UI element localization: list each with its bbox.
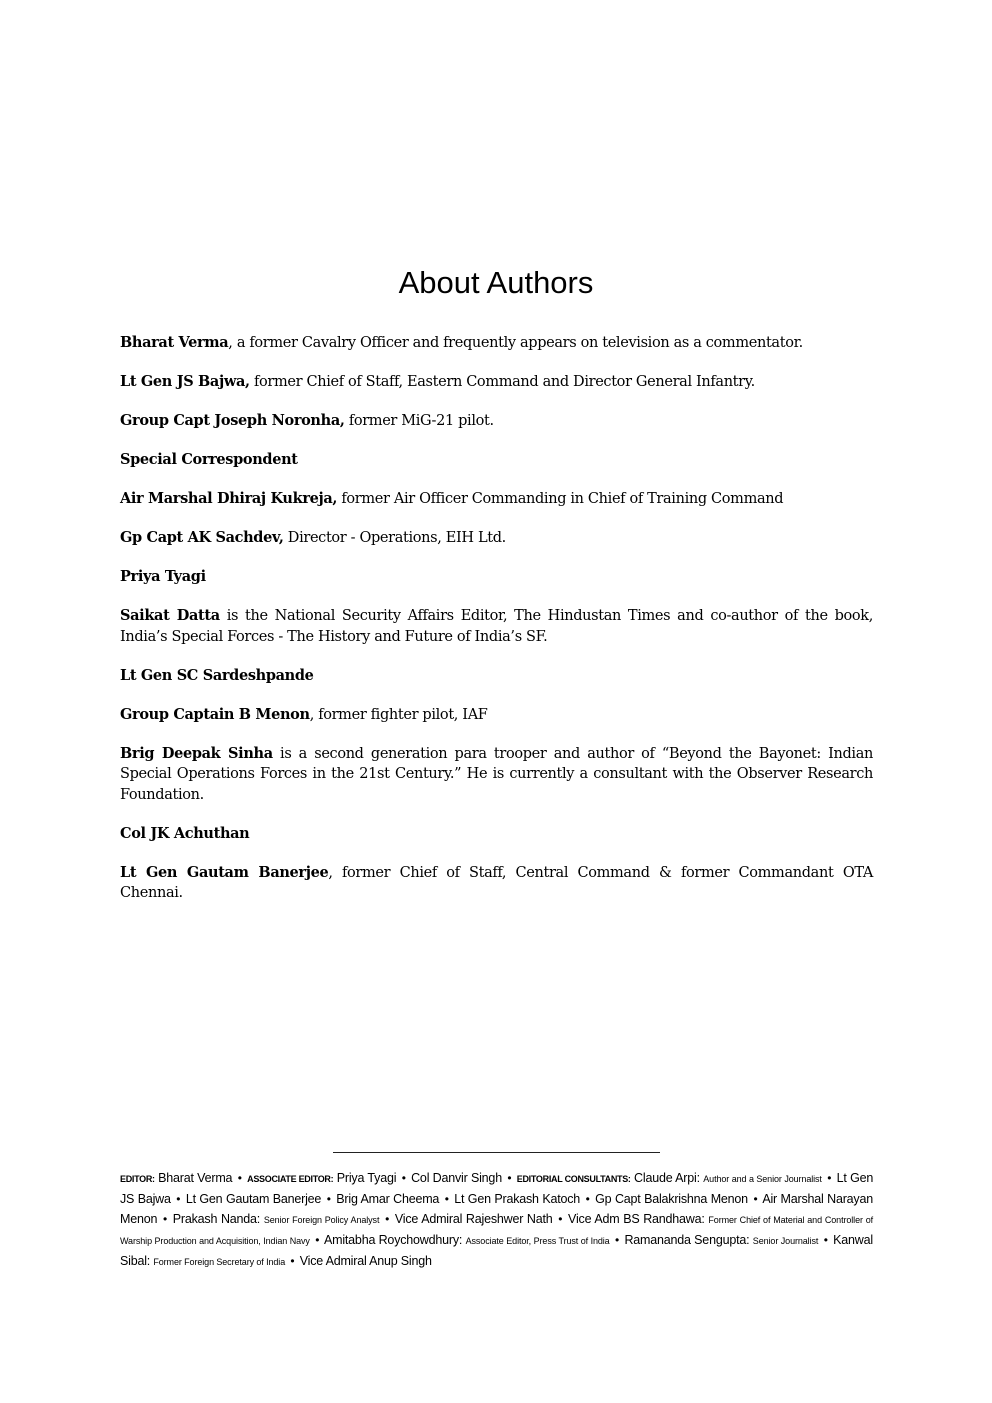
consultant-description: Former Foreign Secretary of India: [153, 1257, 286, 1267]
authors-list: [120, 333, 873, 922]
author-name: Bharat Verma: [120, 334, 229, 351]
editor-name: Bharat Verma: [158, 1171, 233, 1185]
author-name: Brig Deepak Sinha: [120, 744, 273, 762]
associate-editor-name: Col Danvir Singh: [411, 1171, 502, 1185]
author-entry: [120, 606, 873, 647]
author-entry: [120, 744, 873, 806]
author-description: is a second generation para trooper and author of “Beyond the Bayonet: Indian Special Operations Forces in the 21st Century.” He is currently a consultant with the Observer Research Foundation.: [120, 745, 873, 803]
consultant-description: Senior Foreign Policy Analyst: [263, 1215, 380, 1225]
bullet-separator: •: [162, 1212, 167, 1226]
bullet-separator: •: [176, 1192, 181, 1206]
author-entry: [120, 863, 873, 904]
author-entry: [120, 411, 873, 432]
author-name: Priya Tyagi: [120, 568, 206, 585]
footer-divider: [333, 1152, 660, 1153]
author-entry: [120, 450, 873, 471]
author-name: Saikat Datta: [120, 607, 220, 624]
consultant-description: Author and a Senior Journalist: [703, 1174, 822, 1184]
consultant-name: Vice Admiral Rajeshwer Nath: [394, 1212, 553, 1226]
author-name: Lt Gen JS Bajwa,: [120, 373, 250, 390]
bullet-separator: •: [585, 1192, 590, 1206]
author-name: Lt Gen Gautam Banerjee: [120, 863, 329, 881]
bullet-separator: •: [385, 1212, 390, 1226]
consultant-name: Kanwal Sibal:: [120, 1233, 873, 1268]
consultant-name: Prakash Nanda:: [172, 1212, 261, 1226]
consultant-name: Vice Admiral Anup Singh: [299, 1254, 432, 1268]
author-description: former MiG-21 pilot.: [344, 413, 494, 429]
author-description: former Chief of Staff, Eastern Command and Director General Infantry.: [249, 374, 755, 390]
author-name: Gp Capt AK Sachdev,: [120, 529, 284, 546]
author-description: , former fighter pilot, IAF: [309, 706, 488, 723]
author-name: Air Marshal Dhiraj Kukreja,: [120, 490, 338, 507]
author-name: Col JK Achuthan: [120, 824, 250, 842]
author-entry: [120, 567, 873, 588]
bullet-separator: •: [315, 1233, 320, 1247]
consultant-name: Claude Arpi:: [634, 1171, 700, 1185]
consultant-name: Gp Capt Balakrishna Menon: [595, 1192, 748, 1206]
consultant-name: Lt Gen JS Bajwa: [120, 1171, 874, 1206]
consultant-name: Ramananda Sengupta:: [624, 1233, 750, 1247]
editorial-credits: [120, 1168, 873, 1272]
bullet-separator: •: [401, 1171, 406, 1185]
bullet-separator: •: [615, 1233, 620, 1247]
bullet-separator: •: [326, 1192, 331, 1206]
consultant-description: Former Chief of Material and Controller of Warship Production and Acquisition, Indian Navy: [120, 1215, 874, 1246]
author-name: Group Captain B Menon: [120, 705, 310, 723]
author-description: is the National Security Affairs Editor, The Hindustan Times and co-author of the book, India’s Special Forces - The History and Future of India’s SF.: [120, 608, 873, 645]
author-name: Lt Gen SC Sardeshpande: [120, 666, 314, 684]
associate-editor-label: ASSOCIATE EDITOR:: [247, 1174, 334, 1184]
page-title: About Authors: [398, 265, 594, 300]
author-entry: [120, 372, 873, 393]
consultant-name: Lt Gen Prakash Katoch: [454, 1192, 581, 1206]
author-name: Group Capt Joseph Noronha,: [120, 412, 345, 429]
author-description: former Air Officer Commanding in Chief of Training Command: [337, 491, 784, 507]
author-description: , former Chief of Staff, Central Command & former Commandant OTA Chennai.: [120, 864, 874, 901]
consultant-name: Amitabha Roychowdhury:: [323, 1233, 463, 1247]
bullet-separator: •: [558, 1212, 563, 1226]
consultant-name: Lt Gen Gautam Banerjee: [185, 1192, 322, 1206]
author-entry: [120, 824, 873, 845]
bullet-separator: •: [827, 1171, 832, 1185]
author-description: , a former Cavalry Officer and frequently appears on television as a commentator.: [228, 335, 803, 351]
consultant-description: Associate Editor, Press Trust of India: [465, 1236, 610, 1246]
bullet-separator: •: [507, 1171, 512, 1185]
editorial-consultants-label: EDITORIAL CONSULTANTS:: [516, 1174, 631, 1184]
editor-label: EDITOR:: [120, 1174, 155, 1184]
author-description: Director - Operations, EIH Ltd.: [283, 530, 506, 546]
author-entry: [120, 333, 873, 354]
author-name: Special Correspondent: [120, 451, 298, 468]
consultant-description: Senior Journalist: [752, 1236, 819, 1246]
author-entry: [120, 666, 873, 687]
author-entry: [120, 489, 873, 510]
consultant-name: Air Marshal Narayan Menon: [120, 1192, 873, 1226]
consultant-name: Brig Amar Cheema: [336, 1192, 440, 1206]
bullet-separator: •: [823, 1233, 828, 1247]
bullet-separator: •: [290, 1254, 295, 1268]
bullet-separator: •: [753, 1192, 758, 1206]
author-entry: [120, 705, 873, 726]
associate-editor-name: Priya Tyagi: [336, 1171, 397, 1185]
author-entry: [120, 528, 873, 549]
bullet-separator: •: [237, 1171, 242, 1185]
consultant-name: Vice Adm BS Randhawa:: [568, 1212, 705, 1226]
bullet-separator: •: [444, 1192, 449, 1206]
